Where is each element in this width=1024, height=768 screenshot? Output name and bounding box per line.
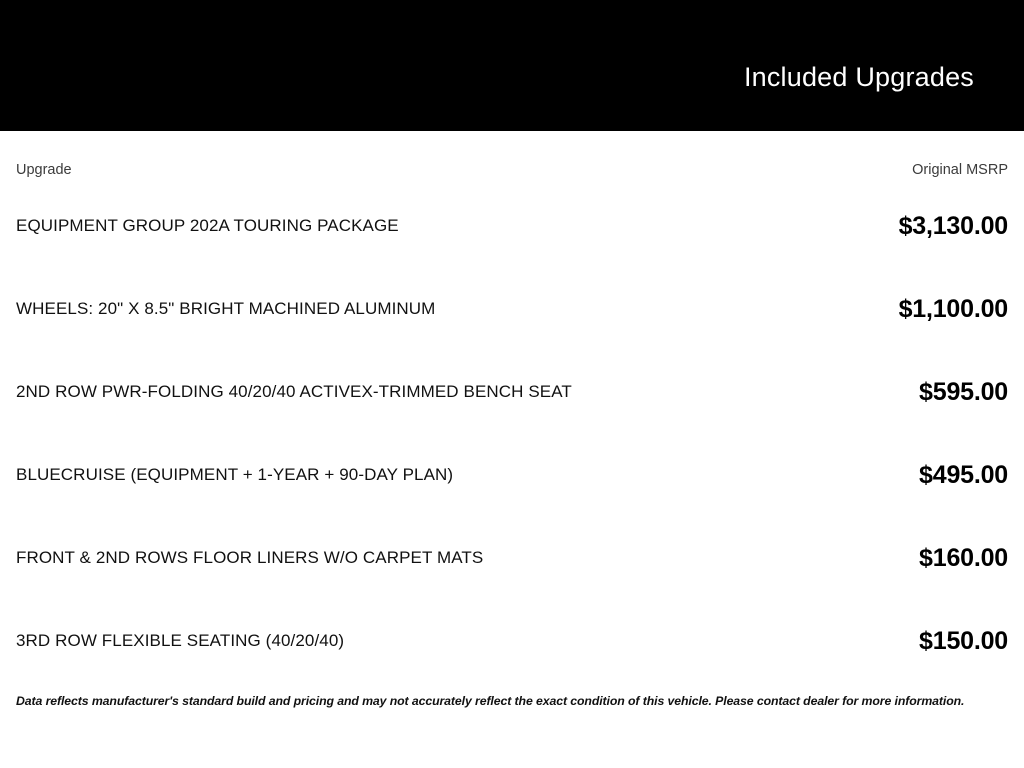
table-header-row — [16, 131, 1008, 184]
upgrade-name: BLUECRUISE (EQUIPMENT + 1-YEAR + 90-DAY PLAN) — [16, 465, 454, 485]
upgrade-price: $1,100.00 — [898, 295, 1008, 323]
upgrade-name: 3RD ROW FLEXIBLE SEATING (40/20/40) — [16, 631, 345, 651]
upgrade-price: $495.00 — [919, 461, 1008, 489]
column-header-upgrade: Upgrade — [16, 162, 72, 178]
page-title: Included Upgrades — [743, 62, 974, 92]
table-row — [16, 350, 1008, 433]
table-row — [16, 599, 1008, 682]
upgrade-name: FRONT & 2ND ROWS FLOOR LINERS W/O CARPET MATS — [16, 548, 484, 568]
table-row — [16, 433, 1008, 516]
upgrade-price: $150.00 — [919, 627, 1008, 655]
upgrade-price: $3,130.00 — [898, 212, 1008, 240]
table-row — [16, 184, 1008, 267]
table-row — [16, 267, 1008, 350]
upgrade-price: $595.00 — [919, 378, 1008, 406]
upgrade-name: WHEELS: 20" X 8.5" BRIGHT MACHINED ALUMINUM — [16, 299, 436, 319]
upgrades-table — [0, 131, 1024, 708]
upgrade-name: 2ND ROW PWR-FOLDING 40/20/40 ACTIVEX-TRIMMED BENCH SEAT — [16, 382, 572, 402]
column-header-msrp: Original MSRP — [912, 162, 1008, 178]
table-row — [16, 516, 1008, 599]
disclaimer-text: Data reflects manufacturer's standard build and pricing and may not accurately reflect the exact condition of this vehicle. Please contact dealer for more information. — [16, 694, 965, 708]
page-header — [0, 0, 1024, 131]
upgrade-name: EQUIPMENT GROUP 202A TOURING PACKAGE — [16, 216, 399, 236]
upgrade-price: $160.00 — [919, 544, 1008, 572]
